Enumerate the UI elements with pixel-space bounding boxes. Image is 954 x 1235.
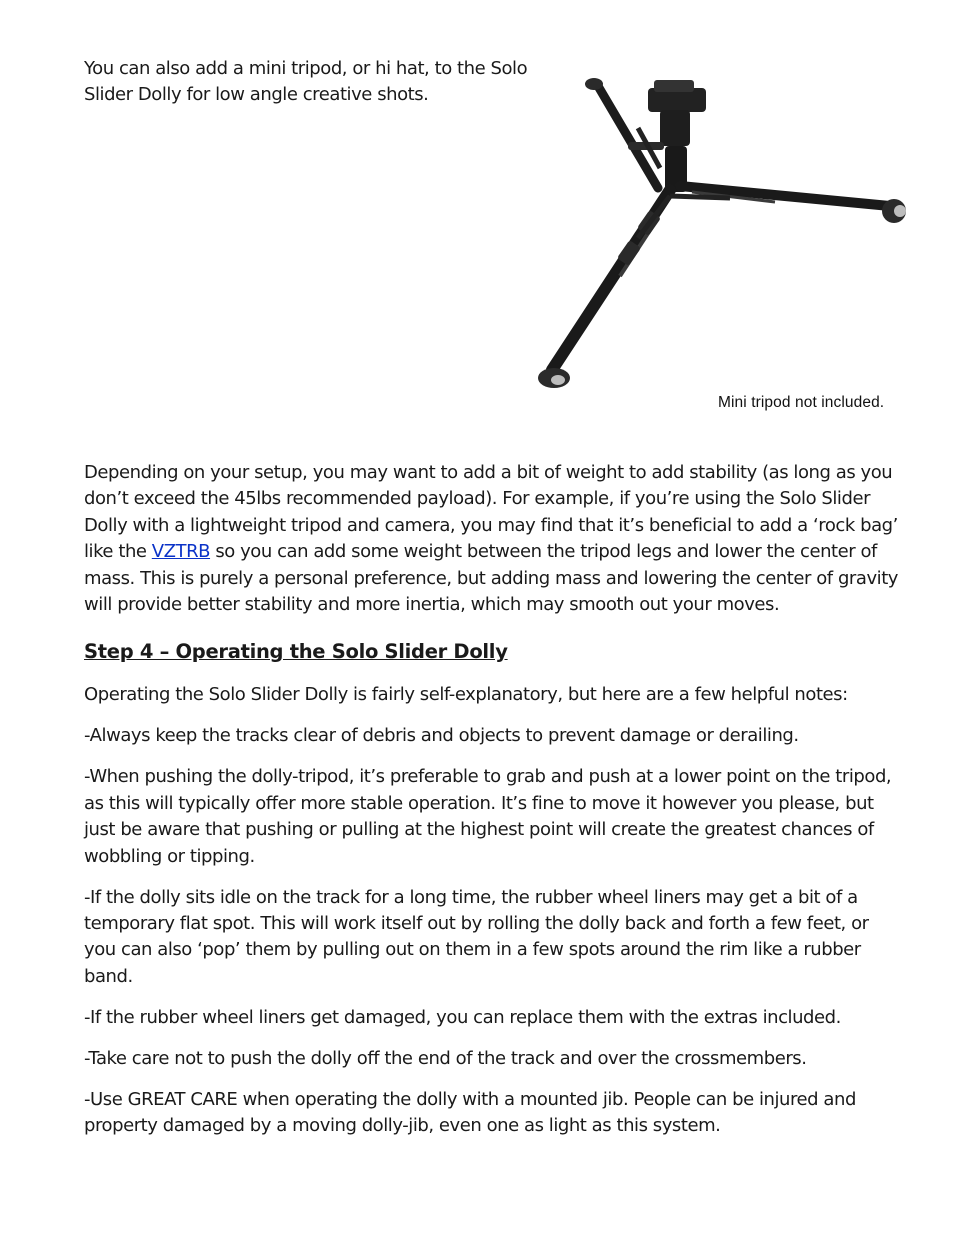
stability-paragraph [84, 460, 899, 618]
stability-text-after: so you can add some weight between the tripod legs and lower the center of mass. This is purely a personal preference, but adding mass and lowering the center of gravity will provide better stability and more inertia, which may smooth out your moves. [84, 541, 899, 616]
stability-text-before: Depending on your setup, you may want to add a bit of weight to add stability (as long as you don’t exceed the 45lbs recommended payload). For example, if you’re using the Solo Slider Dolly with a lightweight tripod and camera, you may find that it’s beneficial to add a ‘rock bag’ like the [84, 462, 898, 563]
intro-paragraph: You can also add a mini tripod, or hi hat, to the Solo Slider Dolly for low angle creative shots. [84, 58, 528, 106]
paragraph-track-end: -Take care not to push the dolly off the end of the track and over the crossmembers. [84, 1047, 807, 1069]
mini-tripod-photo-icon [520, 68, 920, 398]
paragraph-tracks-clear: -Always keep the tracks clear of debris and objects to prevent damage or derailing. [84, 725, 799, 747]
paragraph-intro-notes: Operating the Solo Slider Dolly is fairly self-explanatory, but here are a few helpful notes: [84, 684, 848, 706]
vztrb-link[interactable]: VZTRB [151, 541, 211, 563]
paragraph-pushing: -When pushing the dolly-tripod, it’s preferable to grab and push at a lower point on the tripod, as this will typically offer more stable operation. It’s fine to move it however you please, but just be aware that pushing or pulling at the highest point will create the greatest chances of wobbling or tipping. [84, 766, 892, 867]
paragraph-liners-damaged: -If the rubber wheel liners get damaged, you can replace them with the extras included. [84, 1006, 841, 1028]
paragraph-flat-spot: -If the dolly sits idle on the track for a long time, the rubber wheel liners may get a bit of a temporary flat spot. This will work itself out by rolling the dolly back and forth a few feet, or you can also ‘pop’ them by pulling out on them in a few spots around the rim like a rubber band. [84, 886, 869, 987]
section-heading-step4: Step 4 – Operating the Solo Slider Dolly [84, 640, 508, 664]
mini-tripod-figure [520, 68, 920, 428]
main-content [84, 460, 899, 1154]
figure-caption: Mini tripod not included. [718, 394, 885, 411]
paragraph-jib-care: -Use GREAT CARE when operating the dolly with a mounted jib. People can be injured and property damaged by a moving dolly-jib, even one as light as this system. [84, 1088, 856, 1137]
